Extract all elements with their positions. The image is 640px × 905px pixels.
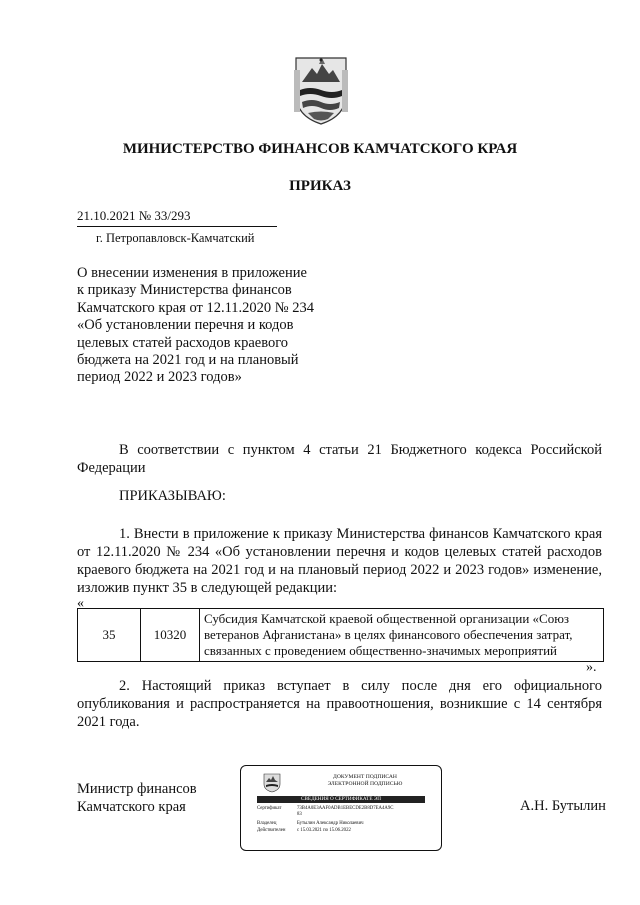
stamp-cert-label: Сертификат — [257, 806, 282, 811]
document-subject: О внесении изменения в приложение к приказу Министерства финансов Камчатского края от 12.11.2020 № 234 «Об установлении перечня и кодов целевых статей расходов краевого бюджета на 2021 год и на плановый период 2022 и 2023 годов» — [77, 265, 315, 386]
kamchatka-coat-of-arms-icon — [292, 52, 350, 126]
signatory-position — [77, 780, 197, 816]
signatory-position-line-1: Министр финансов — [77, 781, 197, 797]
stamp-cert-value: 73B4A0E3AAF0ADB1EBECDE2B8D7EA4A9C — [297, 806, 394, 811]
order-item-1: 1. Внести в приложение к приказу Министерства финансов Камчатского края от 12.11.2020 № 234 «Об установлении перечня и кодов целевых статей расходов краевого бюджета на 2021 год и на плановый период 2022 и 2023 годов» изменение, изложив пункт 35 в следующей редакции: — [77, 526, 602, 596]
stamp-valid-row — [257, 828, 351, 834]
stamp-cert-header: СВЕДЕНИЯ О СЕРТИФИКАТЕ ЭП — [257, 796, 425, 803]
quote-open: « — [77, 596, 84, 611]
table-cell-number: 35 — [78, 609, 141, 662]
stamp-cert-row — [257, 806, 393, 818]
city: г. Петропавловск-Камчатский — [96, 231, 255, 245]
date-underline — [77, 226, 277, 227]
stamp-valid-value: с 15.03.2021 по 15.06.2022 — [297, 828, 351, 833]
order-item-2: 2. Настоящий приказ вступает в силу после дня его официального опубликования и распространяется на правоотношения, возникшие с 14 сентября 2021 года. — [77, 678, 602, 730]
amendment-table — [77, 608, 604, 662]
stamp-owner-row — [257, 821, 364, 827]
stamp-valid-label: Действителен — [257, 828, 286, 833]
stamp-owner-label: Владелец — [257, 821, 277, 826]
stamp-title-line-1: ДОКУМЕНТ ПОДПИСАН — [333, 774, 397, 780]
order-word: ПРИКАЗЫВАЮ: — [119, 488, 226, 504]
quote-close: ». — [586, 660, 597, 675]
electronic-signature-stamp — [240, 765, 442, 851]
table-row — [78, 609, 604, 662]
stamp-cert-value-cont: 83 — [297, 812, 302, 817]
table-cell-description: Субсидия Камчатской краевой общественной организации «Союз ветеранов Афганистана» в целях финансового обеспечения затрат, связанных с проведением общественно-значимых мероприятий — [200, 609, 604, 662]
stamp-title — [291, 774, 439, 788]
stamp-title-line-2: ЭЛЕКТРОННОЙ ПОДПИСЬЮ — [327, 781, 403, 787]
stamp-owner-value: Бутылин Александр Николаевич — [297, 821, 364, 826]
date-number: 21.10.2021 № 33/293 — [77, 208, 191, 223]
document-type: ПРИКАЗ — [289, 178, 351, 194]
signatory-position-line-2: Камчатского края — [77, 799, 186, 815]
ministry-name: МИНИСТЕРСТВО ФИНАНСОВ КАМЧАТСКОГО КРАЯ — [122, 141, 518, 157]
signatory-name: А.Н. Бутылин — [520, 798, 606, 814]
legal-basis: В соответствии с пунктом 4 статьи 21 Бюджетного кодекса Российской Федерации — [77, 442, 602, 476]
stamp-coat-of-arms-icon — [263, 773, 281, 793]
table-cell-code: 10320 — [141, 609, 200, 662]
